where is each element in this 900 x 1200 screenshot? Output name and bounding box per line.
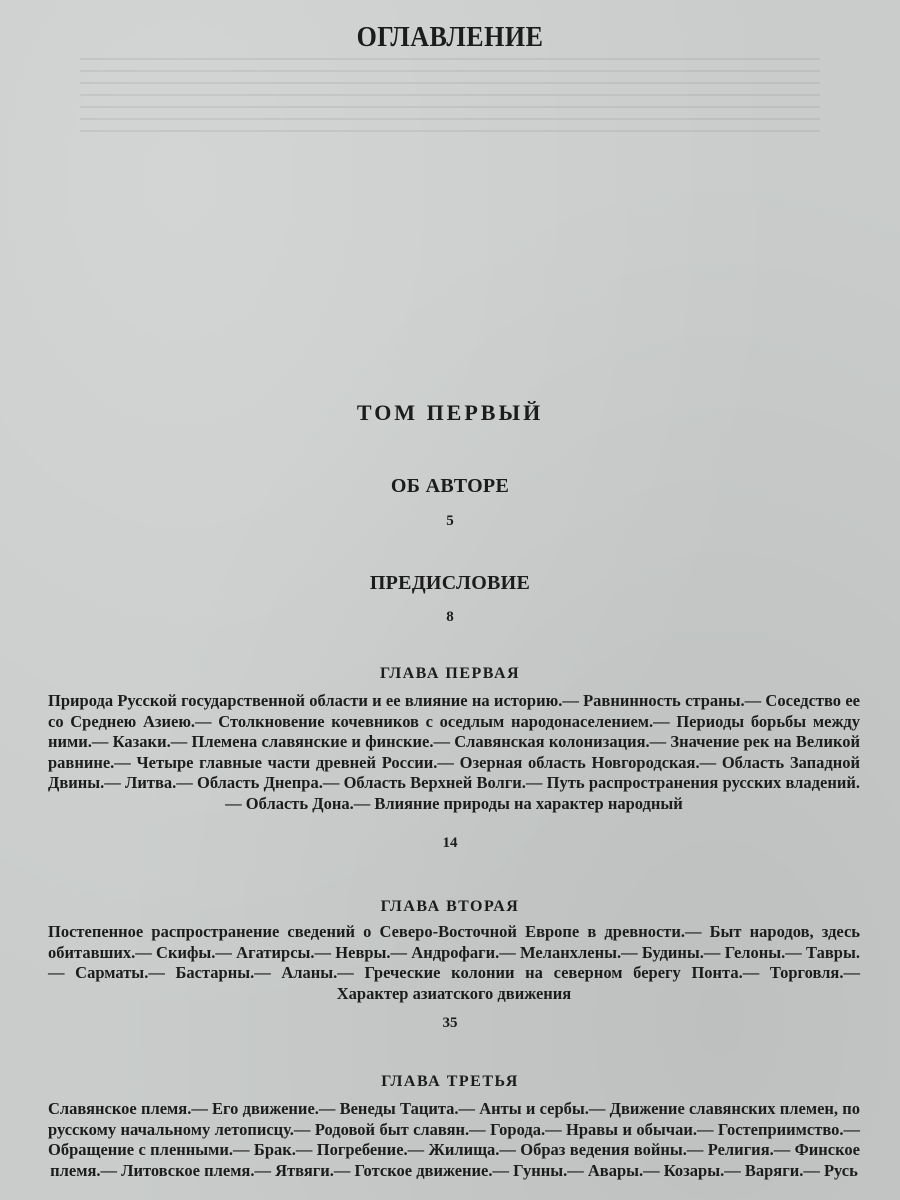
chapter-2-summary: Постепенное распространение сведений о Северо-Восточной Европе в древности.— Быт народов, здесь обитавших.— Скифы.— Агатирсы.— Невры.— Андрофаги.— Меланхлены.— Будины.— Гелоны.— Тавры.— Сарматы.— Бастарны.— Аланы.— Греческие колонии на северном берегу Понта.— Торговля.— Характер азиатского движения bbox=[48, 922, 860, 1003]
chapter-2-title: ГЛАВА ВТОРАЯ bbox=[380, 898, 520, 915]
section-page-about-author: 5 bbox=[446, 513, 454, 529]
volume-title: ТОМ ПЕРВЫЙ bbox=[356, 400, 544, 425]
section-page-preface: 8 bbox=[446, 609, 454, 625]
chapter-3-summary: Славянское племя.— Его движение.— Венеды Тацита.— Анты и сербы.— Движение славянских племен, по русскому начальному летописцу.— Родовой быт славян.— Города.— Нравы и обычаи.— Гостеприимство.— Обращение с пленными.— Брак.— Погребение.— Жилища.— Образ ведения войны.— Религия.— Финское племя.— Литовское племя.— Ятвяги.— Готское движение.— Гунны.— Авары.— Козары.— Варяги.— Русь bbox=[48, 1099, 860, 1180]
chapter-1-page: 14 bbox=[442, 835, 458, 851]
chapter-1-title: ГЛАВА ПЕРВАЯ bbox=[379, 665, 521, 682]
bleed-through-texture bbox=[80, 58, 820, 138]
chapter-3-title: ГЛАВА ТРЕТЬЯ bbox=[381, 1073, 519, 1090]
page-title: ОГЛАВЛЕНИЕ bbox=[356, 20, 544, 53]
section-title-preface: ПРЕДИСЛОВИЕ bbox=[369, 572, 531, 594]
section-title-about-author: ОБ АВТОРЕ bbox=[390, 475, 510, 497]
chapter-1-summary: Природа Русской государственной области и ее влияние на историю.— Равнинность страны.— Соседство ее со Среднею Азиею.— Столкновение кочевников с оседлым народонаселением.— Периоды борьбы между ними.— Казаки.— Племена славянские и финские.— Славянская колонизация.— Значение рек на Великой равнине.— Четыре главные части древней России.— Озерная область Новгородская.— Область Западной Двины.— Литва.— Область Днепра.— Область Верхней Волги.— Путь распространения русских владений.— Область Дона.— Влияние природы на характер народный bbox=[48, 691, 860, 813]
chapter-2-page: 35 bbox=[442, 1015, 458, 1031]
